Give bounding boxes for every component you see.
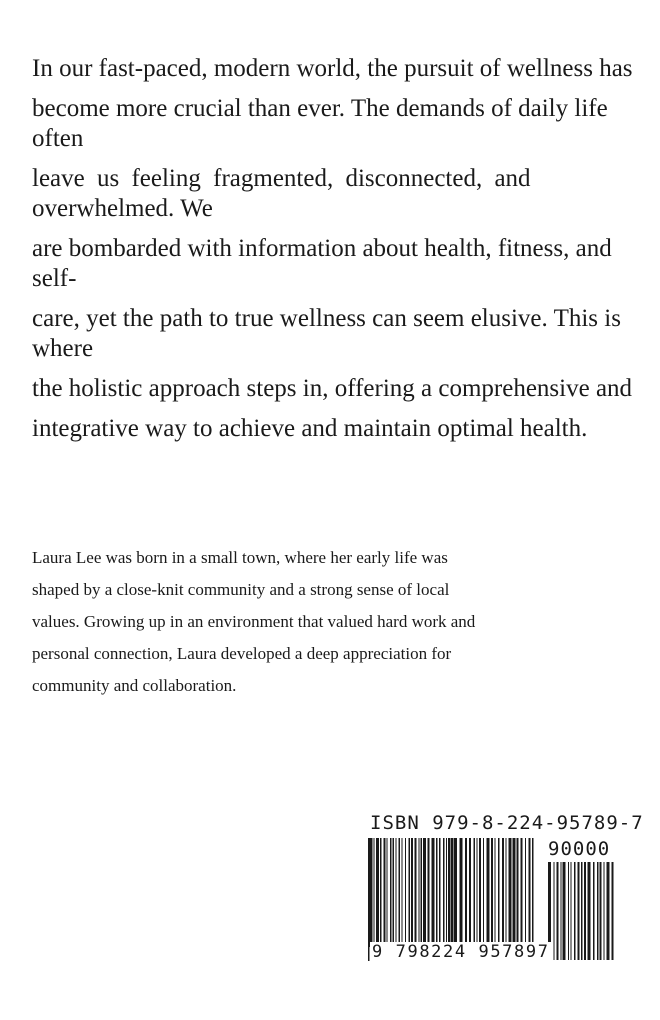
barcode-bar bbox=[604, 862, 605, 960]
barcode-bar bbox=[387, 838, 388, 947]
barcode-bar bbox=[517, 838, 519, 947]
barcode-bar bbox=[593, 862, 595, 960]
barcode-bar bbox=[498, 838, 500, 947]
barcode-bar bbox=[483, 838, 484, 947]
bio-line: personal connection, Laura developed a deep appreciation for bbox=[32, 644, 452, 663]
barcode-bar bbox=[509, 838, 512, 947]
isbn-label: ISBN 979-8-224-95789-7 bbox=[370, 812, 644, 834]
barcode-bar bbox=[502, 838, 504, 947]
barcode-bar bbox=[396, 838, 397, 947]
barcode-bar bbox=[571, 862, 572, 960]
barcode-bar bbox=[376, 838, 379, 947]
barcode-bar bbox=[409, 838, 411, 947]
bio-line: Laura Lee was born in a small town, where her early life was bbox=[32, 548, 448, 567]
blurb-line: leave us feeling fragmented, disconnected, and bbox=[32, 165, 531, 192]
blurb-line: the holistic approach steps in, offering a comprehensive and bbox=[32, 375, 633, 402]
barcode-bar bbox=[474, 838, 476, 947]
price-barcode bbox=[548, 862, 616, 960]
barcode-bar bbox=[600, 862, 602, 960]
barcode-bar bbox=[561, 862, 562, 960]
barcode-bar bbox=[584, 862, 586, 960]
barcode-bar bbox=[612, 862, 614, 960]
barcode-bar bbox=[399, 838, 401, 947]
barcode-bar bbox=[554, 862, 555, 960]
bio-line: values. Growing up in an environment that valued hard work and bbox=[32, 612, 476, 631]
barcode-bar bbox=[581, 862, 583, 960]
barcode-bar bbox=[588, 862, 591, 960]
barcode-bar bbox=[374, 838, 375, 947]
author-bio bbox=[32, 548, 592, 708]
barcode-bar bbox=[487, 838, 490, 947]
barcode-bar bbox=[578, 862, 580, 960]
barcode-bar bbox=[460, 838, 463, 947]
blurb-line: are bombarded with information about health, fitness, and bbox=[32, 235, 612, 262]
barcode-bar bbox=[411, 838, 413, 947]
blurb-text bbox=[32, 54, 633, 444]
barcode-bar bbox=[402, 838, 403, 947]
barcode-bar bbox=[479, 838, 481, 947]
barcode-bar bbox=[439, 838, 441, 947]
barcode-bar bbox=[380, 838, 382, 947]
barcode-bar bbox=[469, 838, 471, 947]
barcode-digits: 9 798224 957897 bbox=[372, 942, 550, 962]
bio-line: shaped by a close-knit community and a strong sense of local bbox=[32, 580, 450, 599]
bio-line: community and collaboration. bbox=[32, 676, 237, 695]
barcode-bar bbox=[446, 838, 447, 947]
barcode-bar bbox=[443, 838, 445, 947]
blurb-line: overwhelmed. We bbox=[32, 195, 213, 222]
barcode-bar bbox=[465, 838, 467, 947]
barcode-bar bbox=[428, 838, 430, 947]
barcode-bar bbox=[568, 862, 569, 960]
barcode-bar bbox=[419, 838, 420, 947]
barcode-bar bbox=[521, 838, 523, 947]
barcode-bar bbox=[454, 838, 457, 947]
barcode-bar bbox=[436, 838, 438, 947]
blurb-line: integrative way to achieve and maintain optimal health. bbox=[32, 415, 588, 442]
blurb-line: often bbox=[32, 125, 84, 152]
barcode-bar bbox=[525, 838, 526, 947]
barcode-bar bbox=[384, 838, 386, 947]
barcode-bar bbox=[495, 838, 496, 947]
barcode-bar bbox=[393, 838, 395, 947]
barcode-bar bbox=[563, 862, 566, 960]
blurb-line: In our fast-paced, modern world, the pursuit of wellness has bbox=[32, 55, 633, 82]
barcode-bar bbox=[513, 838, 516, 947]
barcode-bar bbox=[423, 838, 426, 947]
barcode-bar bbox=[506, 838, 507, 947]
barcode-bar bbox=[477, 838, 478, 947]
blurb-line: become more crucial than ever. The demands of daily life bbox=[32, 95, 608, 122]
barcode-bar bbox=[607, 862, 610, 960]
barcode-bar bbox=[405, 838, 406, 947]
barcode-bar bbox=[421, 838, 423, 947]
barcode-bar bbox=[597, 862, 599, 960]
barcode-bar bbox=[390, 838, 392, 947]
barcode-bar bbox=[415, 838, 417, 947]
barcode-bar bbox=[451, 838, 452, 947]
barcode-bar bbox=[574, 862, 576, 960]
blurb-line: self- bbox=[32, 265, 77, 292]
blurb-line: where bbox=[32, 335, 94, 362]
barcode-bar bbox=[557, 862, 559, 960]
barcode-bar bbox=[491, 838, 493, 947]
barcode-bar bbox=[432, 838, 435, 947]
blurb-line: care, yet the path to true wellness can seem elusive. This is bbox=[32, 305, 621, 332]
price-code: 90000 bbox=[548, 838, 611, 860]
